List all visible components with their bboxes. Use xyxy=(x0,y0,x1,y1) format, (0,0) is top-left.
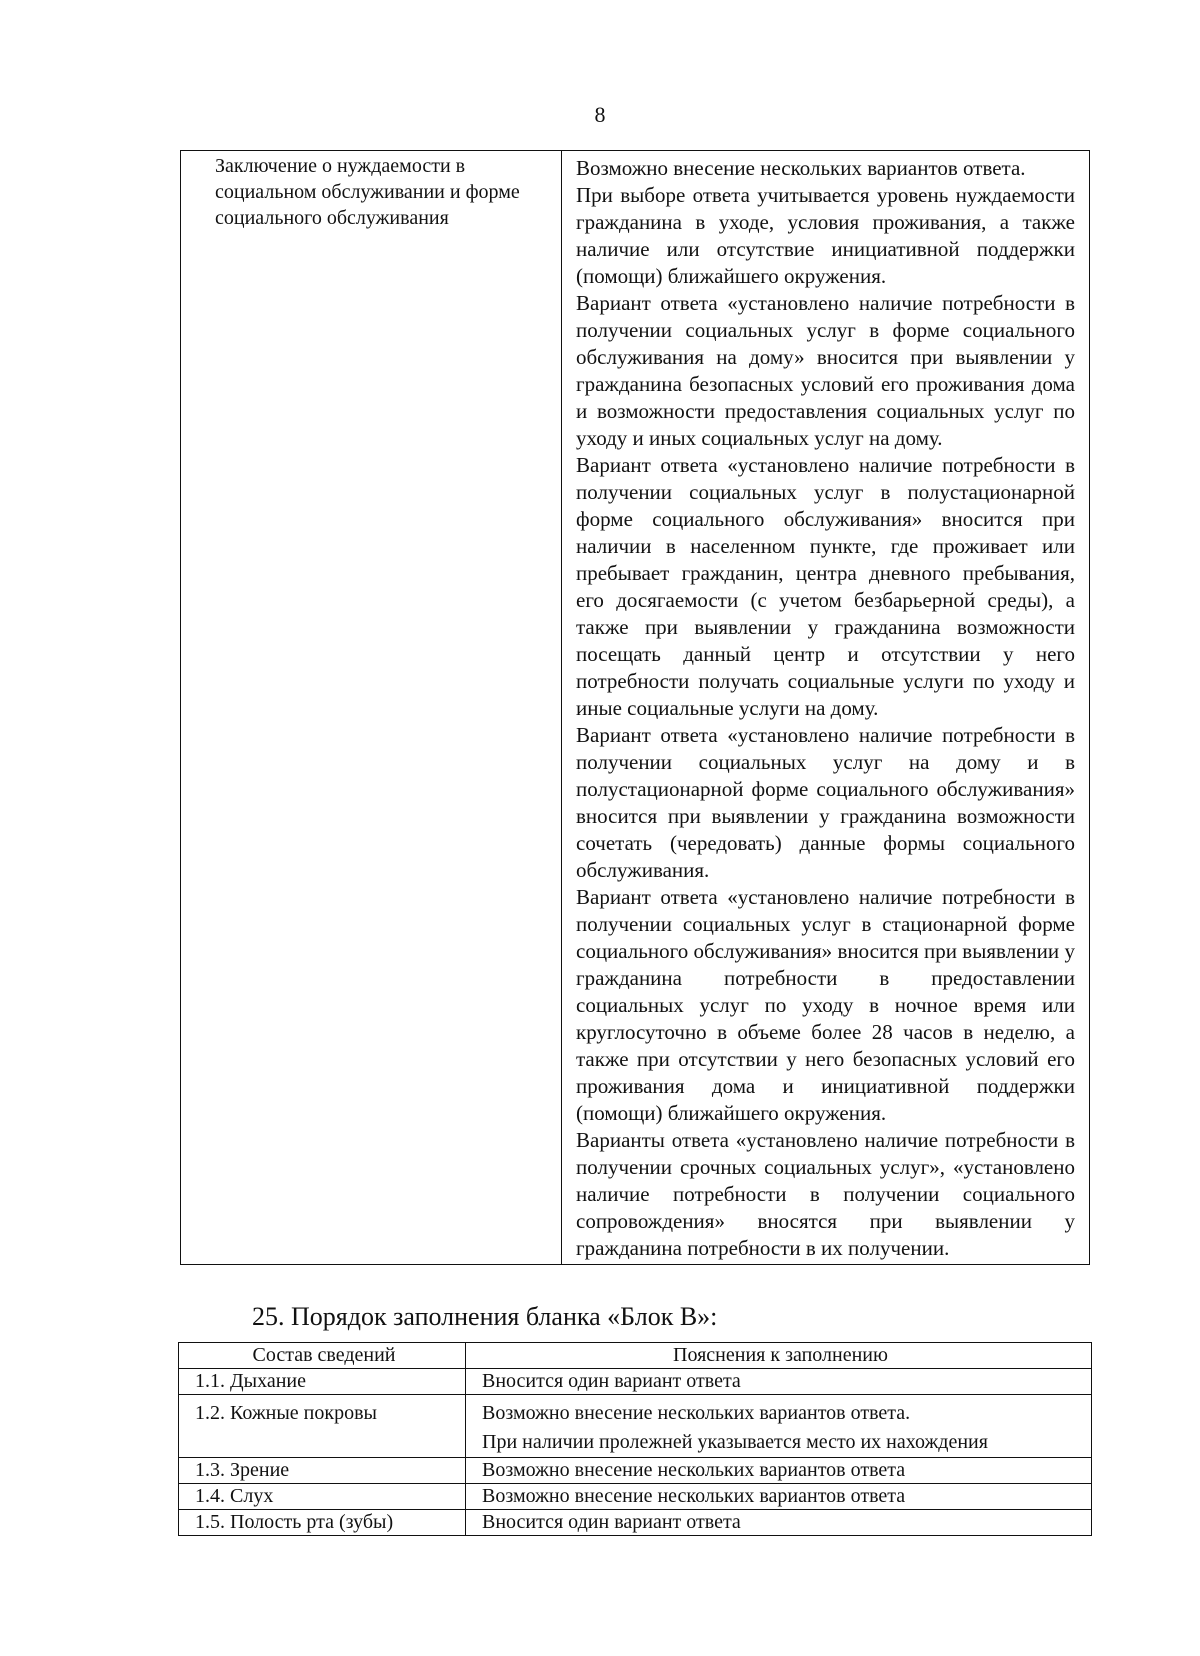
table-row xyxy=(179,1395,1092,1458)
table-row xyxy=(181,151,1090,1265)
table-header-row xyxy=(179,1343,1092,1369)
table-row xyxy=(179,1484,1092,1510)
note-text: Вносится один вариант ответа xyxy=(482,1370,741,1392)
notes-cell xyxy=(466,1395,1092,1458)
notes-cell xyxy=(466,1458,1092,1484)
note-text: Вносится один вариант ответа xyxy=(482,1511,741,1533)
explanation-paragraph: При выборе ответа учитывается уровень нуждаемости гражданина в уходе, условия проживания, а также наличие или отсутствие инициативной поддержки (помощи) ближайшего окружения. xyxy=(576,183,1075,288)
item-cell: 1.1. Дыхание xyxy=(179,1369,466,1395)
explanation-paragraph: Вариант ответа «установлено наличие потребности в получении социальных услуг на дому и в полустационарной форме социального обслуживания» вносится при выявлении у гражданина возможности сочетать (чередовать) данные формы социального обслуживания. xyxy=(576,723,1075,882)
explanation-paragraph: Варианты ответа «установлено наличие потребности в получении срочных социальных услуг», «установлено наличие потребности в получении социального сопровождения» вносятся при выявлении у гражданина потребности в их получении. xyxy=(576,1128,1075,1260)
table-row xyxy=(179,1510,1092,1536)
column-header: Пояснения к заполнению xyxy=(466,1343,1092,1369)
column-header: Состав сведений xyxy=(179,1343,466,1369)
explanation-paragraph: Вариант ответа «установлено наличие потребности в получении социальных услуг в полустационарной форме социального обслуживания» вносится при наличии в населенном пункте, где проживает или пребывает гражданин, центра дневного пребывания, его досягаемости (с учетом безбарьерной среды), а также при выявлении у гражданина возможности посещать данный центр и отсутствии у него потребности получать социальные услуги по уходу и иные социальные услуги на дому. xyxy=(576,453,1075,720)
table-row xyxy=(179,1458,1092,1484)
section-heading: 25. Порядок заполнения бланка «Блок В»: xyxy=(252,1302,718,1331)
notes-cell xyxy=(466,1510,1092,1536)
explanation-paragraph: Вариант ответа «установлено наличие потребности в получении социальных услуг в форме социального обслуживания на дому» вносится при выявлении у гражданина безопасных условий его проживания дома и возможности предоставления социальных услуг по уходу и иных социальных услуг на дому. xyxy=(576,291,1075,450)
field-name-cell: Заключение о нуждаемости в социальном обслуживании и форме социального обслуживания xyxy=(181,151,562,1265)
item-cell: 1.3. Зрение xyxy=(179,1458,466,1484)
note-text: Возможно внесение нескольких вариантов ответа xyxy=(482,1459,906,1481)
item-cell: 1.2. Кожные покровы xyxy=(179,1395,466,1458)
note-text: При наличии пролежней указывается место их нахождения xyxy=(482,1431,988,1453)
item-cell: 1.4. Слух xyxy=(179,1484,466,1510)
explanation-cell xyxy=(562,151,1090,1265)
block-v-table xyxy=(178,1342,1092,1536)
note-text: Возможно внесение нескольких вариантов ответа xyxy=(482,1485,906,1507)
notes-cell xyxy=(466,1484,1092,1510)
notes-cell xyxy=(466,1369,1092,1395)
note-text: Возможно внесение нескольких вариантов ответа. xyxy=(482,1402,911,1424)
table-row xyxy=(179,1369,1092,1395)
explanation-paragraph: Вариант ответа «установлено наличие потребности в получении социальных услуг в стационарной форме социального обслуживания» вносится при выявлении у гражданина потребности в предоставлении социальных услуг по уходу в ночное время или круглосуточно в объеме более 28 часов в неделю, а также при отсутствии у него безопасных условий его проживания дома и инициативной поддержки (помощи) ближайшего окружения. xyxy=(576,885,1075,1125)
explanation-paragraph: Возможно внесение нескольких вариантов ответа. xyxy=(576,156,1026,180)
page-number: 8 xyxy=(594,102,606,127)
item-cell: 1.5. Полость рта (зубы) xyxy=(179,1510,466,1536)
social-service-conclusion-table xyxy=(180,150,1090,1265)
